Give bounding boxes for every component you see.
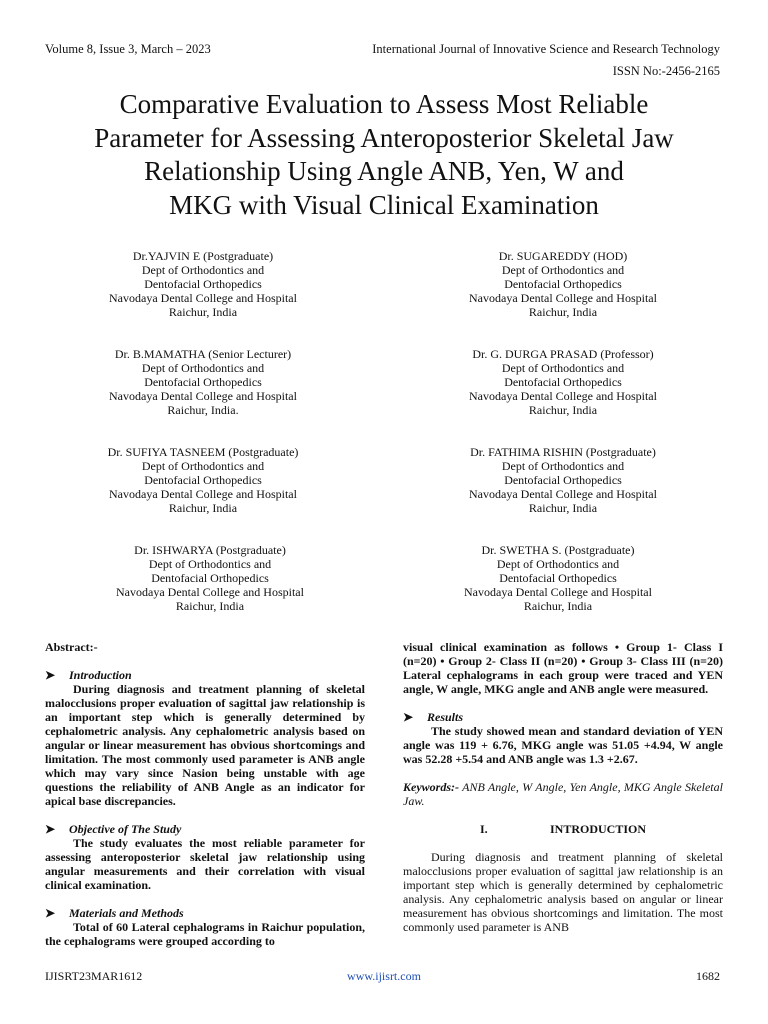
- header-issn: ISSN No:-2456-2165: [612, 64, 720, 78]
- author-block: [398, 445, 728, 515]
- footer-id: IJISRT23MAR1612: [45, 969, 143, 983]
- author-dept: Dept of Orthodontics and: [141, 361, 265, 375]
- author-place: Raichur, India: [523, 599, 593, 613]
- author-place: Raichur, India: [168, 501, 238, 515]
- footer-url[interactable]: www.ijisrt.com: [347, 969, 421, 983]
- methods-text: Total of 60 Lateral cephalograms in Raichur population, the cephalograms were grouped according to: [45, 920, 365, 948]
- author-dept: Dept of Orthodontics and: [496, 557, 620, 571]
- intro-subheading: [45, 668, 365, 682]
- author-dept2: Dentofacial Orthopedics: [504, 375, 622, 389]
- author-college: Navodaya Dental College and Hospital: [109, 389, 297, 403]
- author-college: Navodaya Dental College and Hospital: [109, 291, 297, 305]
- author-name: Dr.YAJVIN E (Postgraduate): [132, 249, 274, 263]
- author-dept: Dept of Orthodontics and: [501, 361, 625, 375]
- author-dept2: Dentofacial Orthopedics: [144, 375, 262, 389]
- methods-continued-text: visual clinical examination as follows • Group 1- Class I (n=20) • Group 2- Class II (n=20) • Group 3- Class III (n=20) Lateral cephalograms in each group were traced and YEN angle, W angle, MKG angle and ANB angle were measured.: [403, 640, 723, 696]
- arrow-icon: ➤: [45, 668, 56, 682]
- author-place: Raichur, India: [168, 305, 238, 319]
- title-line: Relationship Using Angle ANB, Yen, W and: [144, 156, 624, 186]
- author-block: [398, 347, 728, 417]
- section-heading: [403, 822, 723, 836]
- methods-subheading: [45, 906, 365, 920]
- author-college: Navodaya Dental College and Hospital: [464, 585, 652, 599]
- author-place: Raichur, India.: [167, 403, 239, 417]
- keywords-text: ANB Angle, W Angle, Yen Angle, MKG Angle Skeletal Jaw.: [403, 780, 723, 808]
- author-college: Navodaya Dental College and Hospital: [469, 291, 657, 305]
- abstract-label: Abstract:-: [45, 640, 98, 654]
- author-name: Dr. G. DURGA PRASAD (Professor): [472, 347, 654, 361]
- author-name: Dr. B.MAMATHA (Senior Lecturer): [114, 347, 292, 361]
- author-block: [398, 249, 728, 319]
- author-place: Raichur, India: [528, 403, 598, 417]
- keywords-label: Keywords:-: [403, 780, 459, 794]
- author-dept2: Dentofacial Orthopedics: [144, 277, 262, 291]
- author-block: [393, 543, 723, 613]
- author-name: Dr. SWETHA S. (Postgraduate): [481, 543, 635, 557]
- author-block: [38, 249, 368, 319]
- author-dept: Dept of Orthodontics and: [501, 459, 625, 473]
- title-line: Parameter for Assessing Anteroposterior Skeletal Jaw: [94, 122, 674, 153]
- author-name: Dr. SUGAREDDY (HOD): [498, 249, 628, 263]
- objective-subheading: [45, 822, 365, 836]
- arrow-icon: ➤: [403, 710, 414, 724]
- methods-heading: Materials and Methods: [69, 906, 184, 920]
- author-dept: Dept of Orthodontics and: [141, 459, 265, 473]
- intro-abstract-text: During diagnosis and treatment planning of skeletal malocclusions proper evaluation of sagittal jaw relationship is an important step which is generally determined by cephalometric analysis. Any cephalometric analysis based on angular or linear measurement has obvious shortcomings and limitation. The most commonly used parameter is ANB angle which may vary since Nasion being unstable with age questions the reliability of ANB Angle as an indicator for apical base discrepancies.: [45, 682, 365, 808]
- introduction-text: During diagnosis and treatment planning of skeletal malocclusions proper evaluation of sagittal jaw relationship is an important step which is generally determined by cephalometric analysis. Any cephalometric analysis based on angular or linear measurement has obvious shortcomings and limitation. The most commonly used parameter is ANB: [403, 850, 723, 934]
- author-block: [45, 543, 375, 613]
- author-dept2: Dentofacial Orthopedics: [504, 473, 622, 487]
- author-dept: Dept of Orthodontics and: [148, 557, 272, 571]
- footer-page-number: 1682: [696, 969, 720, 983]
- author-block: [38, 445, 368, 515]
- author-name: Dr. ISHWARYA (Postgraduate): [134, 543, 286, 557]
- author-dept2: Dentofacial Orthopedics: [499, 571, 617, 585]
- author-dept: Dept of Orthodontics and: [501, 263, 625, 277]
- arrow-icon: ➤: [45, 906, 56, 920]
- intro-heading: Introduction: [69, 668, 132, 682]
- author-college: Navodaya Dental College and Hospital: [469, 389, 657, 403]
- author-block: [38, 347, 368, 417]
- objective-heading: Objective of The Study: [69, 822, 182, 836]
- author-dept2: Dentofacial Orthopedics: [144, 473, 262, 487]
- paper-title: [40, 88, 728, 222]
- arrow-icon: ➤: [45, 822, 56, 836]
- author-place: Raichur, India: [175, 599, 245, 613]
- title-line: MKG with Visual Clinical Examination: [169, 189, 599, 220]
- author-college: Navodaya Dental College and Hospital: [469, 487, 657, 501]
- header-journal: International Journal of Innovative Science and Research Technology: [372, 42, 720, 56]
- section-title: INTRODUCTION: [549, 822, 646, 836]
- left-column: [45, 640, 365, 948]
- author-name: Dr. SUFIYA TASNEEM (Postgraduate): [107, 445, 299, 459]
- author-dept2: Dentofacial Orthopedics: [504, 277, 622, 291]
- author-name: Dr. FATHIMA RISHIN (Postgraduate): [470, 445, 656, 459]
- objective-text: The study evaluates the most reliable parameter for assessing anteroposterior skeletal jaw relationship using angular measurements and their correlation with visual clinical examination.: [45, 836, 365, 892]
- results-heading: Results: [427, 710, 464, 724]
- author-dept: Dept of Orthodontics and: [141, 263, 265, 277]
- author-dept2: Dentofacial Orthopedics: [151, 571, 269, 585]
- header-volume: Volume 8, Issue 3, March – 2023: [45, 42, 211, 56]
- results-text: The study showed mean and standard deviation of YEN angle was 119 + 6.76, MKG angle was 51.05 +4.94, W angle was 52.28 +5.54 and ANB angle was 1.3 +2.67.: [403, 724, 723, 766]
- title-line: Comparative Evaluation to Assess Most Reliable: [119, 89, 649, 119]
- keywords: [403, 780, 723, 808]
- section-number: I.: [479, 822, 488, 836]
- author-place: Raichur, India: [528, 501, 598, 515]
- right-column: [403, 640, 723, 934]
- author-place: Raichur, India: [528, 305, 598, 319]
- author-college: Navodaya Dental College and Hospital: [109, 487, 297, 501]
- author-college: Navodaya Dental College and Hospital: [116, 585, 304, 599]
- results-subheading: [403, 710, 723, 724]
